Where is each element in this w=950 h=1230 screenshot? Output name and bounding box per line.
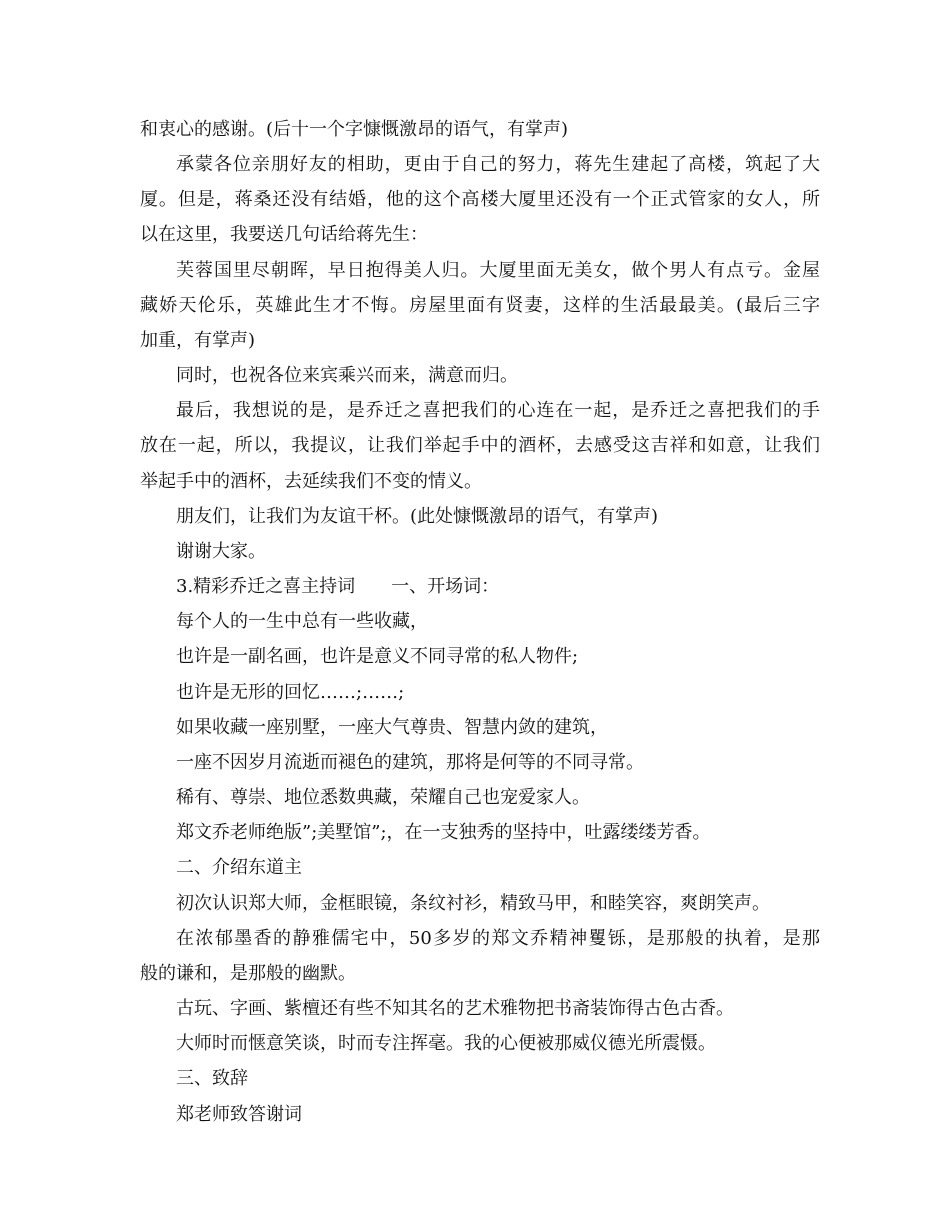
paragraph-line: 初次认识郑大师，金框眼镜，条纹衬衫，精致马甲，和睦笑容，爽朗笑声。: [176, 893, 770, 914]
paragraph-line: 郑文乔老师绝版”;美墅馆”;，在一支独秀的坚持中，吐露缕缕芳香。: [176, 822, 711, 843]
paragraph-line: 承蒙各位亲朋好友的相助，更由于自己的努力，蒋先生建起了高楼，筑起了大: [176, 154, 820, 175]
paragraph-line: 也许是一副名画，也许是意义不同寻常的私人物件;: [176, 646, 579, 667]
paragraph-line: 在浓郁墨香的静雅儒宅中，50多岁的郑文乔精神矍铄，是那般的执着，是那: [176, 928, 820, 949]
paragraph-line: 同时，也祝各位来宾乘兴而来，满意而归。: [176, 365, 518, 386]
paragraph-line: 举起手中的酒杯，去延续我们不变的情义。: [140, 471, 482, 492]
paragraph-line: 也许是无形的回忆……;……;: [176, 682, 405, 703]
paragraph-line: 一座不因岁月流逝而褪色的建筑，那将是何等的不同寻常。: [176, 752, 644, 773]
paragraph-line: 厦。但是，蒋桑还没有结婚，他的这个高楼大厦里还没有一个正式管家的女人，所: [140, 189, 820, 210]
paragraph-line: 芙蓉国里尽朝晖，早日抱得美人归。大厦里面无美女，做个男人有点亏。金屋: [176, 260, 820, 281]
paragraph-line: 谢谢大家。: [176, 541, 266, 562]
paragraph-line: 最后，我想说的是，是乔迁之喜把我们的心连在一起，是乔迁之喜把我们的手: [176, 400, 820, 421]
paragraph-line: 般的谦和，是那般的幽默。: [140, 963, 356, 984]
paragraph-line: 放在一起，所以，我提议，让我们举起手中的酒杯，去感受这吉祥和如意，让我们: [140, 435, 820, 456]
paragraph-line: 朋友们，让我们为友谊干杯。(此处慷慨激昂的语气，有掌声): [176, 506, 659, 527]
paragraph-line: 大师时而惬意笑谈，时而专注挥毫。我的心便被那威仪德光所震慑。: [176, 1033, 716, 1054]
paragraph-line: 每个人的一生中总有一些收藏，: [176, 611, 428, 632]
paragraph-line: 以在这里，我要送几句话给蒋先生：: [140, 224, 428, 245]
paragraph-line: 古玩、字画、紫檀还有些不知其名的艺术雅物把书斋装饰得古色古香。: [176, 998, 734, 1019]
paragraph-line: 和衷心的感谢。(后十一个字慷慨激昂的语气，有掌声): [140, 119, 569, 140]
paragraph-line: 藏娇天伦乐，英雄此生才不悔。房屋里面有贤妻，这样的生活最最美。(最后三字: [140, 295, 820, 316]
section-heading: 二、介绍东道主: [176, 857, 302, 878]
paragraph-line: 如果收藏一座别墅，一座大气尊贵、智慧内敛的建筑，: [176, 717, 608, 738]
paragraph-line: 郑老师致答谢词: [176, 1104, 302, 1125]
section-heading: 三、致辞: [176, 1068, 248, 1089]
paragraph-line: 加重，有掌声): [140, 330, 256, 351]
section-heading: 3.精彩乔迁之喜主持词 一、开场词：: [176, 576, 500, 597]
paragraph-line: 稀有、尊崇、地位悉数典藏，荣耀自己也宠爱家人。: [176, 787, 590, 808]
